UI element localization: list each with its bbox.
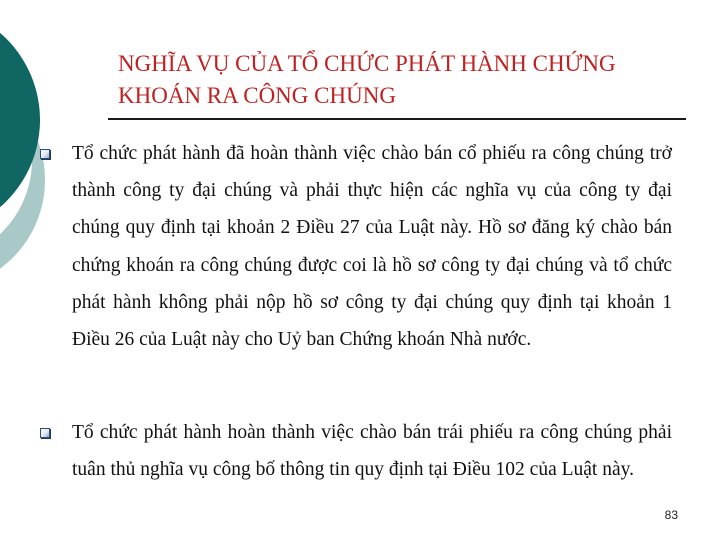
page-number: 83	[664, 508, 678, 522]
checkbox-bullet-icon	[40, 149, 50, 159]
decorative-circles	[0, 0, 60, 290]
bullet-text-1: Tổ chức phát hành đã hoàn thành việc chào bán cổ phiếu ra công chúng trở thành công ty đại chúng và phải thực hiện các nghĩa vụ của công ty đại chúng quy định tại khoản 2 Điều 27 của Luật này. Hồ sơ đăng ký chào bán chứng khoán ra công chúng được coi là hồ sơ công ty đại chúng và tổ chức phát hành không phải nộp hồ sơ công ty đại chúng quy định tại khoản 1 Điều 26 của Luật này cho Uỷ ban Chứng khoán Nhà nước.	[72, 143, 672, 351]
checkbox-bullet-icon	[40, 428, 50, 438]
slide-title: NGHĨA VỤ CỦA TỔ CHỨC PHÁT HÀNH CHỨNG KHOÁN RA CÔNG CHÚNG	[118, 51, 616, 108]
title-divider	[108, 118, 686, 120]
bullet-text-2: Tổ chức phát hành hoàn thành việc chào bán trái phiếu ra công chúng phải tuân thủ nghĩa vụ công bố thông tin quy định tại Điều 102 của Luật này.	[72, 422, 672, 480]
